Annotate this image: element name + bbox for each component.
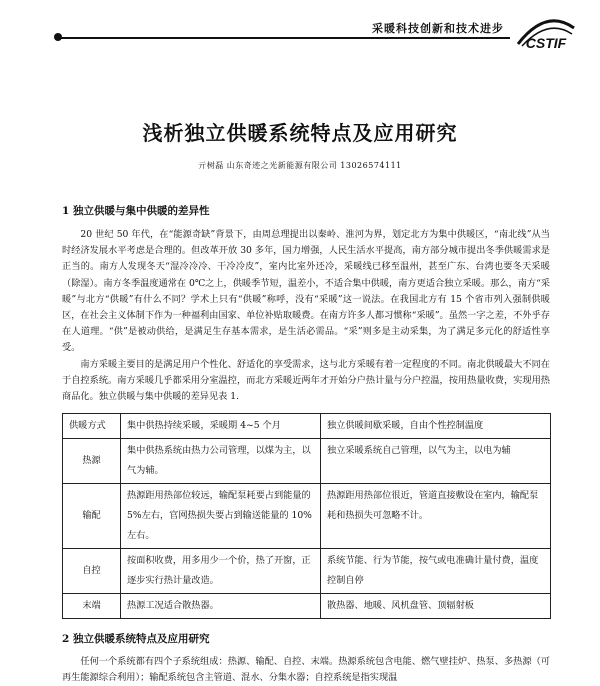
table-cell: 热源距用热部位较远，输配泵耗要占到能量的 5%左右，官网热损失要占到输送能量的 10%左右。	[121, 484, 321, 549]
table-header-cell: 集中供热持续采暖，采暖期 4~5 个月	[121, 414, 321, 439]
section-heading: 2 独立供暖系统特点及应用研究	[62, 633, 210, 645]
body-paragraph: 任何一个系统都有四个子系统组成：热源、输配、自控、末端。热源系统包含电能、燃气壁挂炉、热泵、多热源（可再生能源综合利用）；输配系统包含主管道、混水、分集水器；自控系统是指实现温	[62, 656, 550, 684]
comparison-table	[62, 413, 551, 619]
table-cell-category: 末端	[63, 594, 121, 619]
table-cell: 散热器、地暖、风机盘管、顶辐射板	[321, 594, 551, 619]
header-rule-dot	[54, 33, 62, 41]
table-row	[63, 439, 551, 484]
table-cell: 集中供热系统由热力公司管理，以煤为主，以气为辅。	[121, 439, 321, 484]
table-cell-category: 输配	[63, 484, 121, 549]
table-cell-category: 自控	[63, 549, 121, 594]
table-header-cell: 独立供暖间歇采暖，自由个性控制温度	[321, 414, 551, 439]
table-cell: 热源工况适合散热器。	[121, 594, 321, 619]
journal-logo-text: CSTIF	[525, 35, 567, 50]
table-row	[63, 484, 551, 549]
table-row	[63, 594, 551, 619]
table-cell: 热源距用热部位很近，管道直接敷设在室内，输配泵耗和热损失可忽略不计。	[321, 484, 551, 549]
table-row	[63, 549, 551, 594]
article-title: 浅析独立供暖系统特点及应用研究	[142, 121, 458, 145]
table-cell-category: 热源	[63, 439, 121, 484]
body-paragraph: 南方采暖主要目的是满足用户个性化、舒适化的享受需求，这与北方采暖有着一定程度的不同。南北供暖最大不同在于自控系统。南方采暖几乎都采用分室温控，而北方采暖近两年才开始分户热计量与分户控温，按用热量收费，实现用热商品化。独立供暖与集中供暖的差异见表 1.	[62, 359, 550, 403]
table-cell: 系统节能、行为节能，按气或电准确计量付费，温度控制自停	[321, 549, 551, 594]
journal-logo	[512, 14, 580, 50]
header-rule	[58, 37, 510, 39]
body-paragraph: 20 世纪 50 年代，在“能源奇缺”背景下，由周总理提出以秦岭、淮河为界，划定北方为集中供暖区，“南北线”从当时经济发展水平考虑是合理的。但改革开放 30 多年，国力增强，人民生活水平提高，南方部分城市提出冬季供暖需求是正当的。南方人发现冬天“湿冷冷冷、干冷冷皮”，室内比室外还冷，采暖线已移至温州，甚至广东、台湾也要冬天采暖（除湿）。南方冬季温度通常在 0℃之上，供暖季节短，温差小，不适合集中供暖，南方更适合独立采暖。那么，南方“采暖”与北方“供暖”有什么不同？学术上只有“供暖”称呼，没有“采暖”这一说法。在我国北方有 15 个省市列入强制供暖区，在社会主义体制下作为一种福利由国家、单位补贴取暖费。在南方许多人都习惯称“采暖”。虽然一字之差，不外乎存在人道理。“供”是被动供给，是满足生存基本需求，是生活必需品。“采”则多是主动采集，为了满足多元化的舒适性享受。	[62, 229, 550, 354]
journal-name: 采暖科技创新和技术进步	[372, 22, 504, 35]
table-cell: 独立采暖系统自己管理，以气为主，以电为辅	[321, 439, 551, 484]
table-header-cell: 供暖方式	[63, 414, 121, 439]
table-header-row	[63, 414, 551, 439]
table-cell: 按面积收费，用多用少一个价，热了开窗，正逐步实行热计量改造。	[121, 549, 321, 594]
author-line: 亓树磊 山东奇迹之光新能源有限公司 13026574111	[198, 161, 402, 170]
section-heading: 1 独立供暖与集中供暖的差异性	[62, 205, 210, 217]
running-header	[58, 14, 580, 54]
